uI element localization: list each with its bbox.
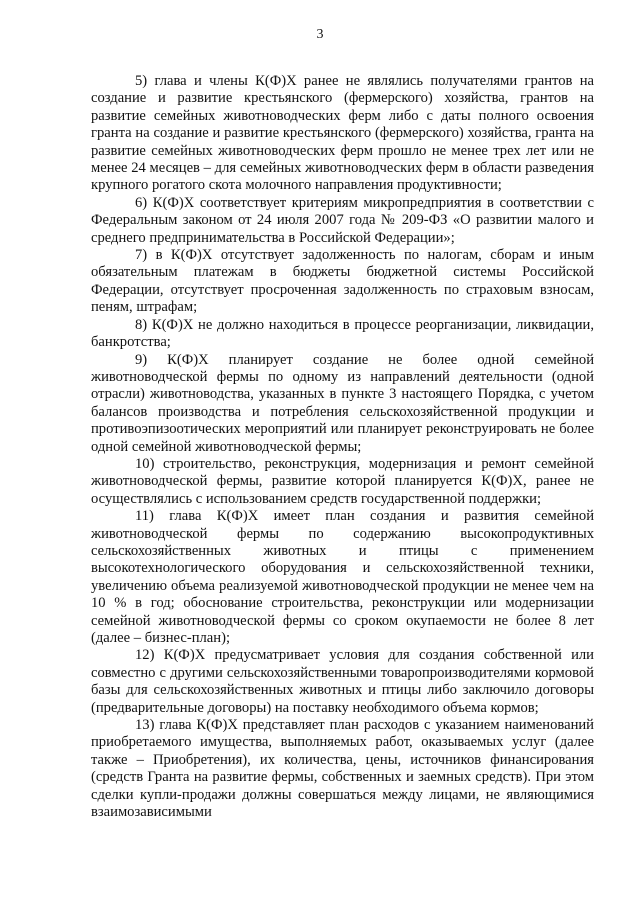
paragraph-item-6: 6) К(Ф)Х соответствует критериям микропредприятия в соответствии с Федеральным законом от 24 июля 2007 года № 209-ФЗ «О развитии малого и среднего предпринимательства в Российской Федерации»; [91,194,594,246]
page-number: 3 [316,27,324,42]
paragraph-item-13: 13) глава К(Ф)Х представляет план расходов с указанием наименований приобретаемого имущества, выполняемых работ, оказываемых услуг (далее также – Приобретения), их количества, цены, источников финансирования (средств Гранта на развитие фермы, собственных и заемных средств). При этом сделки купли-продажи должны совершаться между лицами, не являющимися взаимозависимыми [91,717,594,821]
paragraph-item-9: 9) К(Ф)Х планирует создание не более одной семейной животноводческой фермы по одному из направлений деятельности (одной отрасли) животноводства, указанных в пункте 3 настоящего Порядка, с учетом балансов производства и потребления сельскохозяйственной продукции и противоэпизоотических мероприятий или планирует реконструировать не более одной семейной животноводческой фермы; [91,351,594,455]
document-body [91,73,594,821]
paragraph-item-12: 12) К(Ф)Х предусматривает условия для создания собственной или совместно с другими сельскохозяйственными товаропроизводителями кормовой базы для сельскохозяйственных животных и птицы либо заключило договоры (предварительные договоры) на поставку необходимого объема кормов; [91,647,594,716]
paragraph-item-11: 11) глава К(Ф)Х имеет план создания и развития семейной животноводческой фермы по содержанию высокопродуктивных сельскохозяйственных животных и птицы с применением высокотехнологического оборудования и сельскохозяйственной техники, увеличению объема реализуемой животноводческой продукции не менее чем на 10 % в год; обоснование строительства, реконструкции или модернизации семейной животноводческой фермы со сроком окупаемости не более 8 лет (далее – бизнес-план); [91,508,594,646]
paragraph-item-8: 8) К(Ф)Х не должно находиться в процессе реорганизации, ликвидации, банкротства; [91,316,594,351]
paragraph-item-7: 7) в К(Ф)Х отсутствует задолженность по налогам, сборам и иным обязательным платежам в бюджеты бюджетной системы Российской Федерации, отсутствует просроченная задолженность по страховым взносам, пеням, штрафам; [91,247,594,316]
paragraph-item-5: 5) глава и члены К(Ф)Х ранее не являлись получателями грантов на создание и развитие крестьянского (фермерского) хозяйства, грантов на развитие семейных животноводческих ферм либо с даты полного освоения гранта на создание и развитие крестьянского (фермерского) хозяйства, гранта на развитие семейных животноводческих ферм прошло не менее трех лет или не менее 24 месяцев – для семейных животноводческих ферм в области разведения крупного рогатого скота молочного направления продуктивности; [91,73,594,194]
paragraph-item-10: 10) строительство, реконструкция, модернизация и ремонт семейной животноводческой фермы, развитие которой планируется К(Ф)Х, ранее не осуществлялись с использованием средств государственной поддержки; [91,455,594,507]
